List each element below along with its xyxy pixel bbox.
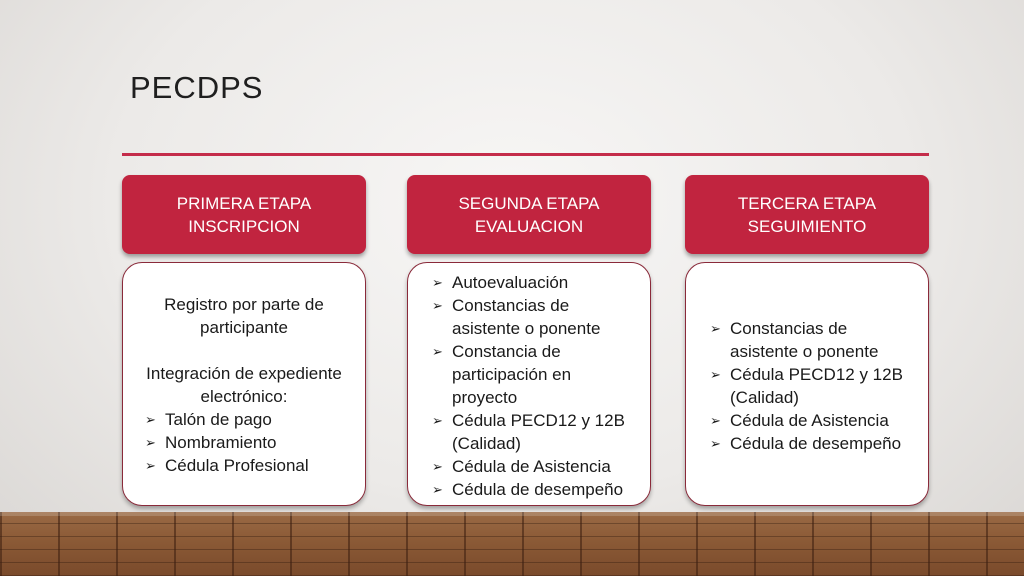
arrow-bullet-icon: ➢: [432, 275, 443, 290]
stage-3-content: [685, 262, 929, 506]
list-item: ➢ Cédula PECD12 y 12B (Calidad): [710, 365, 903, 407]
slide-title: PECDPS: [130, 70, 264, 105]
stage-1-line1: PRIMERA ETAPA: [176, 193, 312, 213]
stage-2-line2: EVALUACION: [474, 216, 584, 236]
list-item: ➢ Cédula de Asistencia: [710, 411, 889, 430]
list-item: ➢ Constancias de asistente o ponente: [432, 296, 601, 338]
arrow-bullet-icon: ➢: [710, 321, 721, 336]
arrow-bullet-icon: ➢: [710, 436, 721, 451]
arrow-bullet-icon: ➢: [432, 298, 443, 313]
wood-floor-background: [0, 512, 1024, 576]
box2-bullet-list: [430, 271, 650, 501]
box3-bullet-list: [708, 317, 928, 455]
box1-line2: participante: [200, 318, 288, 337]
list-item: ➢ Constancias de asistente o ponente: [710, 319, 879, 361]
list-item: ➢ Cédula PECD12 y 12B (Calidad): [432, 411, 625, 453]
stage-2-content: [407, 262, 651, 506]
arrow-bullet-icon: ➢: [432, 344, 443, 359]
list-item: ➢ Cédula de desempeño: [710, 434, 902, 453]
box1-bullet-list: [143, 408, 365, 477]
list-item: ➢ Nombramiento: [145, 433, 277, 452]
arrow-bullet-icon: ➢: [145, 435, 156, 450]
stage-header-2: [407, 175, 651, 254]
list-item: ➢ Cédula de desempeño: [432, 480, 624, 499]
box1-line3: Integración de expediente: [146, 364, 342, 383]
list-item: ➢ Cédula de Asistencia: [432, 457, 611, 476]
stage-header-1: [122, 175, 366, 254]
stage-header-3: [685, 175, 929, 254]
list-item: ➢ Autoevaluación: [432, 273, 569, 292]
stage-1-content: [122, 262, 366, 506]
arrow-bullet-icon: ➢: [432, 482, 443, 497]
stage-1-line2: INSCRIPCION: [188, 216, 300, 236]
arrow-bullet-icon: ➢: [145, 458, 156, 473]
box1-line4: electrónico:: [200, 387, 288, 406]
box1-line1: Registro por parte de: [164, 295, 324, 314]
arrow-bullet-icon: ➢: [710, 367, 721, 382]
stage-3-line1: TERCERA ETAPA: [737, 193, 877, 213]
arrow-bullet-icon: ➢: [432, 459, 443, 474]
arrow-bullet-icon: ➢: [145, 412, 156, 427]
title-divider: [122, 153, 929, 156]
arrow-bullet-icon: ➢: [432, 413, 443, 428]
list-item: ➢ Cédula Profesional: [145, 456, 309, 475]
list-item: ➢ Talón de pago: [145, 410, 272, 429]
stage-2-line1: SEGUNDA ETAPA: [458, 193, 600, 213]
list-item: ➢ Constancia de participación en proyecto: [432, 342, 572, 407]
arrow-bullet-icon: ➢: [710, 413, 721, 428]
stage-3-line2: SEGUIMIENTO: [747, 216, 867, 236]
